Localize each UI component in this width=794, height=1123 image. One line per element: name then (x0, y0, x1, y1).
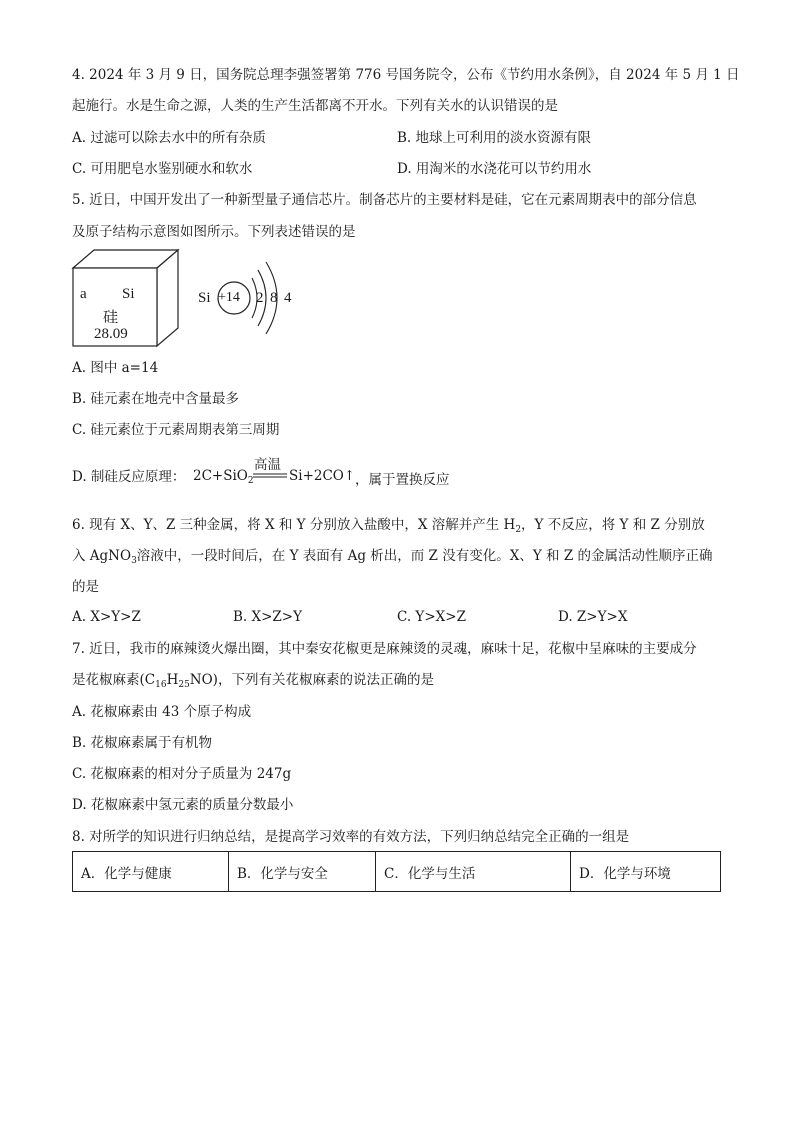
q6-stem-line1 (72, 516, 705, 534)
table-header-cell-d: D．化学与环境 (571, 852, 721, 892)
q6-option-a: A. X>Y>Z (72, 609, 141, 625)
q5-equation-rhs: Si+2CO↑ (289, 468, 356, 484)
q4-stem-line2: 起施行。水是生命之源，人类的生产生活都离不开水。下列有关水的认识错误的是 (72, 98, 558, 114)
q5-stem-line1: 5. 近日，中国开发出了一种新型量子通信芯片。制备芯片的主要材料是硅，它在元素周期表中的部分信息 (72, 192, 697, 208)
q7-carbon-subscript: 16 (155, 680, 167, 690)
q6-stem-line2 (72, 547, 713, 565)
q6-line1-part2: ，Y 不反应，将 Y 和 Z 分别放 (521, 517, 705, 533)
q8-stem-line1: 8. 对所学的知识进行归纳总结，是提高学习效率的有效方法，下列归纳总结完全正确的一组是 (72, 829, 630, 845)
q7-line2-part1: 是花椒麻素(C (72, 672, 156, 688)
q6-line1-part1: 6. 现有 X、Y、Z 三种金属，将 X 和 Y 分别放入盐酸中，X 溶解并产生 H (72, 517, 516, 533)
q7-line2-part3: NO)，下列有关花椒麻素的说法正确的是 (189, 672, 434, 688)
q6-line1-subscript: 2 (515, 525, 522, 535)
atom-shell-1: 2 (256, 290, 264, 306)
q5-option-a: A. 图中 a=14 (72, 360, 159, 376)
q5-option-c: C. 硅元素位于元素周期表第三周期 (72, 422, 280, 438)
q5-stem-line2: 及原子结构示意图如图所示。下列表述错误的是 (72, 224, 356, 240)
q8-summary-table (72, 851, 721, 892)
q4-option-c: C. 可用肥皂水鉴别硬水和软水 (72, 161, 253, 177)
q5-equation-condition: 高温 (254, 457, 281, 473)
q7-line2-part2: H (166, 672, 179, 688)
atom-shell-2: 8 (270, 290, 278, 306)
atom-nucleus-charge: +14 (218, 290, 240, 305)
table-header-cell-c: C．化学与生活 (376, 852, 571, 892)
q5-option-b: B. 硅元素在地壳中含量最多 (72, 391, 240, 407)
q7-option-c: C. 花椒麻素的相对分子质量为 247g (72, 766, 292, 782)
table-header-cell-a: A．化学与健康 (73, 852, 229, 892)
q6-stem-line3: 的是 (72, 579, 99, 595)
q4-stem-line1: 4. 2024 年 3 月 9 日，国务院总理李强签署第 776 号国务院令，公布《节约用水条例》，自 2024 年 5 月 1 日 (72, 67, 740, 83)
cube-atomic-mass: 28.09 (94, 326, 128, 342)
q6-option-b: B. X>Z>Y (233, 609, 303, 625)
atom-shell-3: 4 (284, 290, 292, 306)
q6-option-d: D. Z>Y>X (558, 609, 628, 625)
q7-option-d: D. 花椒麻素中氢元素的质量分数最小 (72, 797, 294, 813)
q7-stem-line2 (72, 671, 434, 689)
q4-option-d: D. 用淘米的水浇花可以节约用水 (397, 161, 592, 177)
table-header-cell-b: B．化学与安全 (229, 852, 376, 892)
q5-equation-lhs (193, 468, 254, 484)
q4-option-b: B. 地球上可利用的淡水资源有限 (397, 130, 592, 146)
q7-option-a: A. 花椒麻素由 43 个原子构成 (72, 704, 252, 720)
equation-subscript: 2 (247, 476, 254, 486)
cube-element-name: 硅 (103, 310, 119, 326)
table-row (73, 852, 721, 892)
equation-reactants: 2C+SiO (193, 468, 248, 484)
q6-line2-part2: 溶液中，一段时间后，在 Y 表面有 Ag 析出，而 Z 没有变化。X、Y 和 Z 的金属活动性顺序正确 (136, 548, 713, 564)
q7-hydrogen-subscript: 25 (178, 680, 190, 690)
cube-element-symbol: Si (122, 286, 135, 302)
equation-equals-sign (253, 473, 289, 479)
q5-option-d-prefix: D. 制硅反应原理： (72, 469, 186, 485)
q6-option-c: C. Y>X>Z (397, 609, 466, 625)
q7-option-b: B. 花椒麻素属于有机物 (72, 735, 213, 751)
q6-line2-part1: 入 AgNO (72, 548, 132, 564)
cube-atomic-number: a (80, 286, 87, 302)
q6-line2-subscript: 3 (131, 556, 137, 566)
q7-stem-line1: 7. 近日，我市的麻辣烫火爆出圈，其中秦安花椒更是麻辣烫的灵魂，麻味十足，花椒中呈麻味的主要成分 (72, 641, 697, 657)
q5-option-d-suffix: ，属于置换反应 (355, 472, 450, 488)
atom-symbol: Si (198, 290, 211, 306)
q4-option-a: A. 过滤可以除去水中的所有杂质 (72, 130, 266, 146)
